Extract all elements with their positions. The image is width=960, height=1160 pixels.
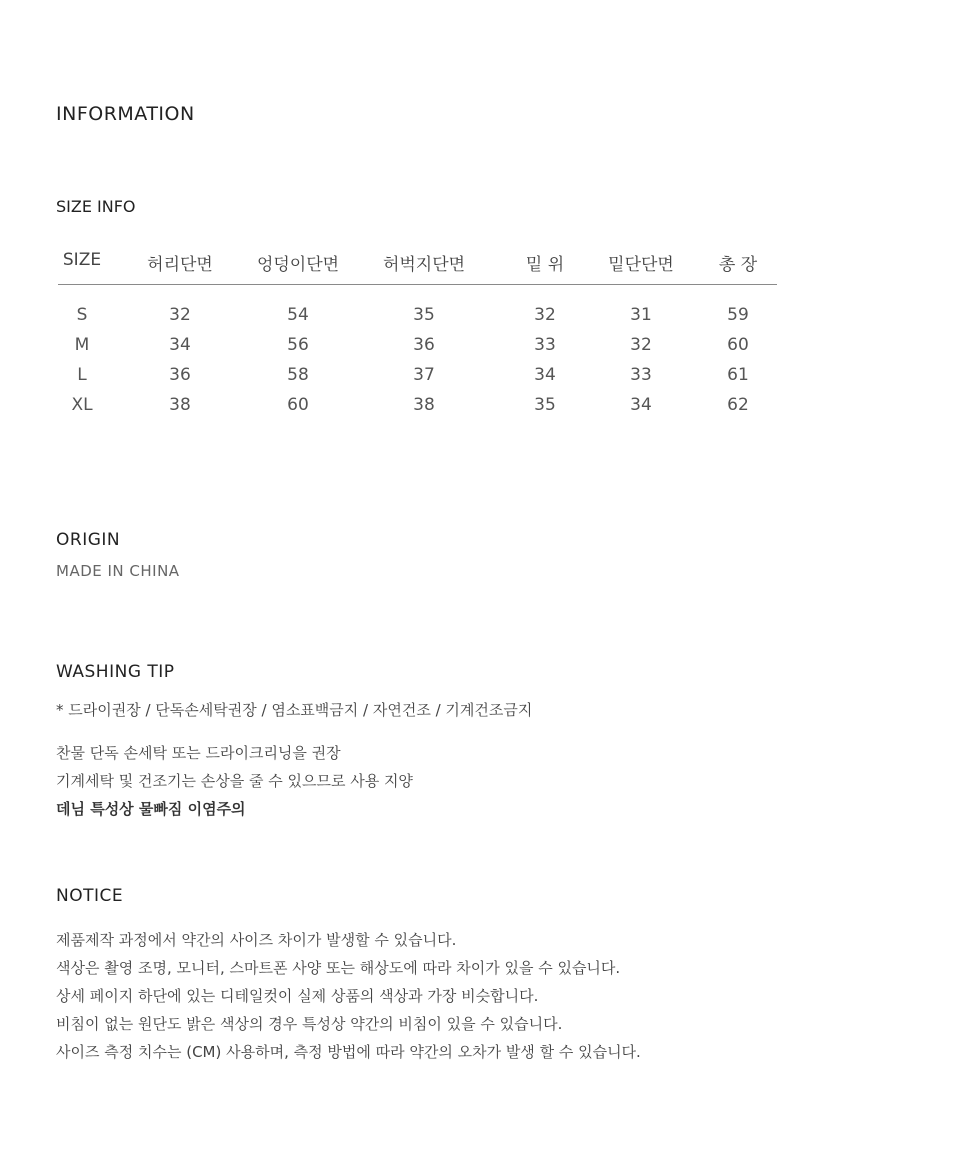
- column-header-hip: 엉덩이단면: [256, 255, 340, 275]
- size-table-body: [58, 285, 777, 421]
- washing-instructions: [56, 741, 413, 825]
- table-cell: 58: [287, 365, 309, 385]
- notice-line: 상세 페이지 하단에 있는 디테일컷이 실제 상품의 색상과 가장 비슷합니다.: [56, 987, 539, 1005]
- table-cell: 34: [169, 335, 191, 355]
- table-cell: 62: [727, 395, 749, 415]
- origin-title: ORIGIN: [56, 530, 121, 550]
- washing-tip-title: WASHING TIP: [56, 662, 175, 682]
- table-cell: L: [77, 365, 87, 385]
- page-title: INFORMATION: [56, 103, 195, 125]
- column-header-rise: 밑 위: [525, 255, 565, 275]
- table-cell: 35: [413, 305, 435, 325]
- origin-value: MADE IN CHINA: [56, 562, 180, 580]
- table-cell: 56: [287, 335, 309, 355]
- notice-title: NOTICE: [56, 886, 124, 906]
- notice-list: [56, 928, 641, 1068]
- table-cell: 38: [169, 395, 191, 415]
- table-cell: 37: [413, 365, 435, 385]
- washing-instruction-line: 기계세탁 및 건조기는 손상을 줄 수 있으므로 사용 지양: [56, 772, 413, 790]
- notice-line: 색상은 촬영 조명, 모니터, 스마트폰 사양 또는 해상도에 따라 차이가 있을 수 있습니다.: [56, 959, 621, 977]
- table-cell: S: [76, 305, 88, 325]
- notice-line: 비침이 없는 원단도 밝은 색상의 경우 특성상 약간의 비침이 있을 수 있습니다.: [56, 1015, 563, 1033]
- column-header-thigh: 허벅지단면: [382, 255, 466, 275]
- table-row: [58, 331, 777, 361]
- size-table-header: [58, 246, 777, 285]
- table-cell: 32: [534, 305, 556, 325]
- table-row: [58, 391, 777, 421]
- table-cell: 35: [534, 395, 556, 415]
- notice-line: 사이즈 측정 치수는 (CM) 사용하며, 측정 방법에 따라 약간의 오차가 발생 할 수 있습니다.: [56, 1043, 641, 1061]
- table-cell: 33: [534, 335, 556, 355]
- washing-instruction-line: 찬물 단독 손세탁 또는 드라이크리닝을 권장: [56, 744, 341, 762]
- column-header-hem: 밑단단면: [608, 255, 674, 275]
- table-cell: 34: [630, 395, 652, 415]
- size-info-title: SIZE INFO: [56, 197, 136, 216]
- washing-warning: 데님 특성상 물빠짐 이염주의: [56, 800, 246, 818]
- table-cell: 54: [287, 305, 309, 325]
- table-cell: 32: [630, 335, 652, 355]
- size-table: [58, 246, 777, 421]
- table-cell: 60: [727, 335, 749, 355]
- column-header-size: SIZE: [62, 250, 102, 270]
- table-cell: 31: [630, 305, 652, 325]
- table-cell: 34: [534, 365, 556, 385]
- washing-tip-summary: * 드라이권장 / 단독손세탁권장 / 염소표백금지 / 자연건조 / 기계건조금지: [56, 701, 533, 719]
- table-cell: 33: [630, 365, 652, 385]
- table-cell: 59: [727, 305, 749, 325]
- column-header-waist: 허리단면: [147, 255, 213, 275]
- table-row: [58, 301, 777, 331]
- table-cell: 32: [169, 305, 191, 325]
- column-header-length: 총 장: [718, 255, 758, 275]
- table-cell: XL: [71, 395, 93, 415]
- notice-line: 제품제작 과정에서 약간의 사이즈 차이가 발생할 수 있습니다.: [56, 931, 457, 949]
- table-row: [58, 361, 777, 391]
- table-cell: 36: [413, 335, 435, 355]
- table-cell: 61: [727, 365, 749, 385]
- table-cell: 36: [169, 365, 191, 385]
- table-cell: 60: [287, 395, 309, 415]
- table-cell: 38: [413, 395, 435, 415]
- table-cell: M: [74, 335, 90, 355]
